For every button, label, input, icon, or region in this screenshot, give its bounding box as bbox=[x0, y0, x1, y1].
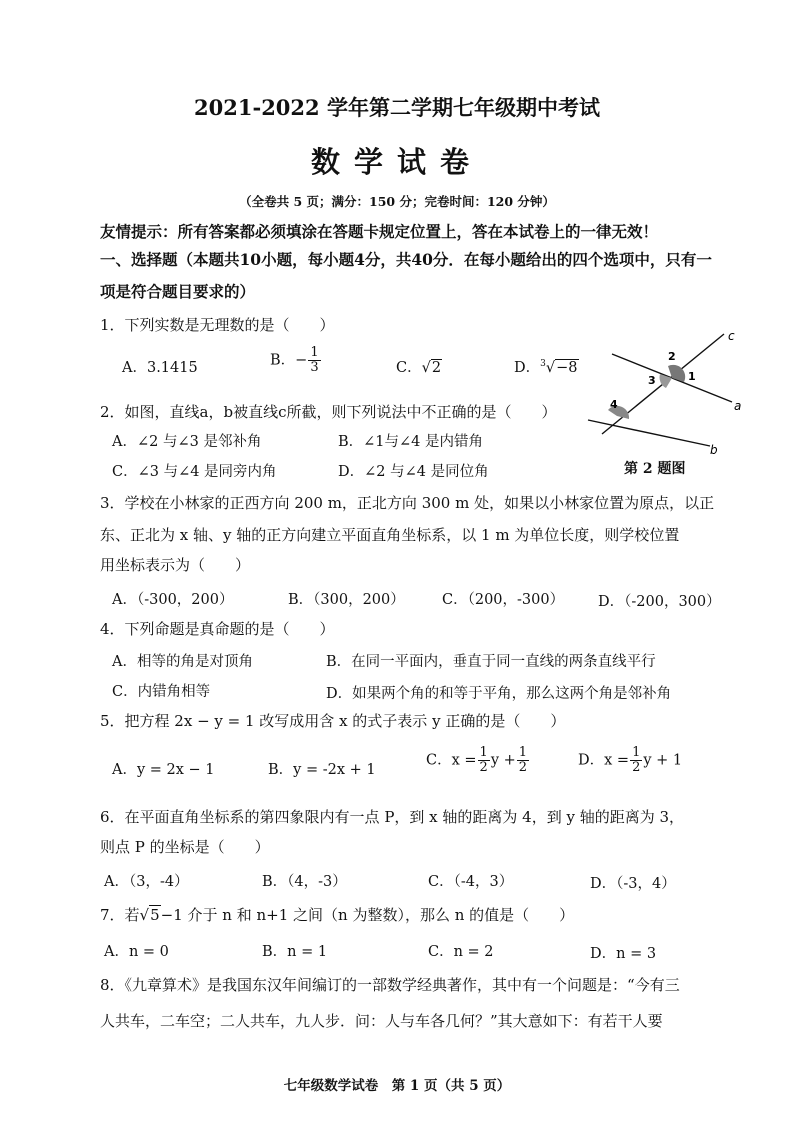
q4-option-b: B．在同一平面内，垂直于同一直线的两条直线平行 bbox=[326, 654, 656, 670]
q7-stem: 7．若√5−1 介于 n 和 n+1 之间（n 为整数），那么 n 的值是（ ） bbox=[100, 906, 575, 924]
q4-option-a: A．相等的角是对顶角 bbox=[112, 654, 253, 670]
q3-option-a: A．（-300，200） bbox=[112, 592, 234, 608]
section-heading-line2: 项是符合题目要求的） bbox=[100, 282, 256, 301]
q5-option-c: C．x = $\frac{1}{2}$ y + $\frac{1}{2}$ bbox=[426, 745, 528, 775]
label-c: c bbox=[728, 329, 735, 343]
page-footer: 七年级数学试卷 第 1 页（共 5 页） bbox=[283, 1078, 511, 1094]
q2-figure-caption: 第 2 题图 bbox=[624, 461, 686, 477]
q6-option-a: A．（3，-4） bbox=[104, 874, 189, 890]
q6-option-d: D．（-3，4） bbox=[590, 876, 676, 892]
q5-stem: 5．把方程 2x − y = 1 改写成用含 x 的式子表示 y 正确的是（ ） bbox=[100, 712, 566, 730]
q6-option-b: B．（4，-3） bbox=[262, 874, 347, 890]
q8-line1: 8．《九章算术》是我国东汉年间编订的一部数学经典著作，其中有一个问题是：“今有三 bbox=[100, 976, 680, 994]
angle-1-label: 1 bbox=[688, 370, 696, 383]
q4-stem: 4．下列命题是真命题的是（ ） bbox=[100, 620, 335, 638]
q3-line2: 东、正北为 x 轴、y 轴的正方向建立平面直角坐标系，以 1 m 为单位长度，则学校位置 bbox=[100, 526, 680, 544]
q3-option-c: C．（200，-300） bbox=[442, 592, 565, 608]
q7-option-d: D．n = 3 bbox=[590, 946, 657, 962]
section-heading-line1: 一、选择题（本题共10小题，每小题4分，共40分．在每小题给出的四个选项中，只有一 bbox=[100, 250, 712, 269]
line-b bbox=[588, 420, 710, 446]
q6-option-c: C．（-4，3） bbox=[428, 874, 514, 890]
q2-option-a: A．∠2 与∠3 是邻补角 bbox=[112, 434, 262, 450]
q1-stem: 1．下列实数是无理数的是（ ） bbox=[100, 316, 335, 334]
q3-option-b: B．（300，200） bbox=[288, 592, 405, 608]
q2-option-b: B．∠1与∠4 是内错角 bbox=[338, 434, 484, 450]
q2-figure bbox=[572, 328, 772, 458]
q5-option-a: A．y = 2x − 1 bbox=[112, 762, 215, 778]
q6-line1: 6．在平面直角坐标系的第四象限内有一点 P，到 x 轴的距离为 4，到 y 轴的距离为 3， bbox=[100, 808, 685, 826]
q1-option-b: B．− $\frac{1}{3}$ bbox=[270, 345, 319, 375]
exam-subtitle: 数学试卷 bbox=[310, 145, 483, 179]
angle-3-label: 3 bbox=[648, 374, 656, 387]
label-b: b bbox=[710, 443, 718, 457]
q8-line2: 人共车，二车空；二人共车，九人步．问：人与车各几何？”其大意如下：有若干人要 bbox=[100, 1012, 663, 1030]
q3-line1: 3．学校在小林家的正西方向 200 m，正北方向 300 m 处，如果以小林家位置为原点，以正 bbox=[100, 494, 715, 512]
q1-option-a: A．3.1415 bbox=[122, 360, 198, 376]
q4-option-c: C．内错角相等 bbox=[112, 684, 211, 700]
angle-4-label: 4 bbox=[610, 398, 618, 411]
q7-option-c: C．n = 2 bbox=[428, 944, 494, 960]
q5-option-b: B．y = -2x + 1 bbox=[268, 762, 376, 778]
q5-option-d: D．x = $\frac{1}{2}$ y + 1 bbox=[578, 745, 683, 775]
q2-stem: 2．如图，直线a，b被直线c所截，则下列说法中不正确的是（ ） bbox=[100, 403, 557, 421]
q4-option-d: D．如果两个角的和等于平角，那么这两个角是邻补角 bbox=[326, 686, 672, 702]
q7-option-b: B．n = 1 bbox=[262, 944, 328, 960]
exam-info: （全卷共 5 页；满分：150 分；完卷时间：120 分钟） bbox=[239, 194, 555, 209]
q2-option-d: D．∠2 与∠4 是同位角 bbox=[338, 464, 489, 480]
q3-line3: 用坐标表示为（ ） bbox=[100, 556, 251, 574]
angle-2-label: 2 bbox=[668, 350, 676, 363]
exam-title: 2021-2022 学年第二学期七年级期中考试 bbox=[194, 95, 600, 120]
q7-option-a: A．n = 0 bbox=[104, 944, 169, 960]
q3-option-d: D．（-200，300） bbox=[598, 594, 721, 610]
friendly-tip: 友情提示：所有答案都必须填涂在答题卡规定位置上，答在本试卷上的一律无效！ bbox=[100, 222, 659, 241]
q1-option-d: D．$^3$√−8 bbox=[514, 359, 578, 376]
q6-line2: 则点 P 的坐标是（ ） bbox=[100, 838, 270, 856]
q2-option-c: C．∠3 与∠4 是同旁内角 bbox=[112, 464, 277, 480]
q1-option-c: C．√2 bbox=[396, 360, 442, 376]
label-a: a bbox=[734, 399, 742, 413]
